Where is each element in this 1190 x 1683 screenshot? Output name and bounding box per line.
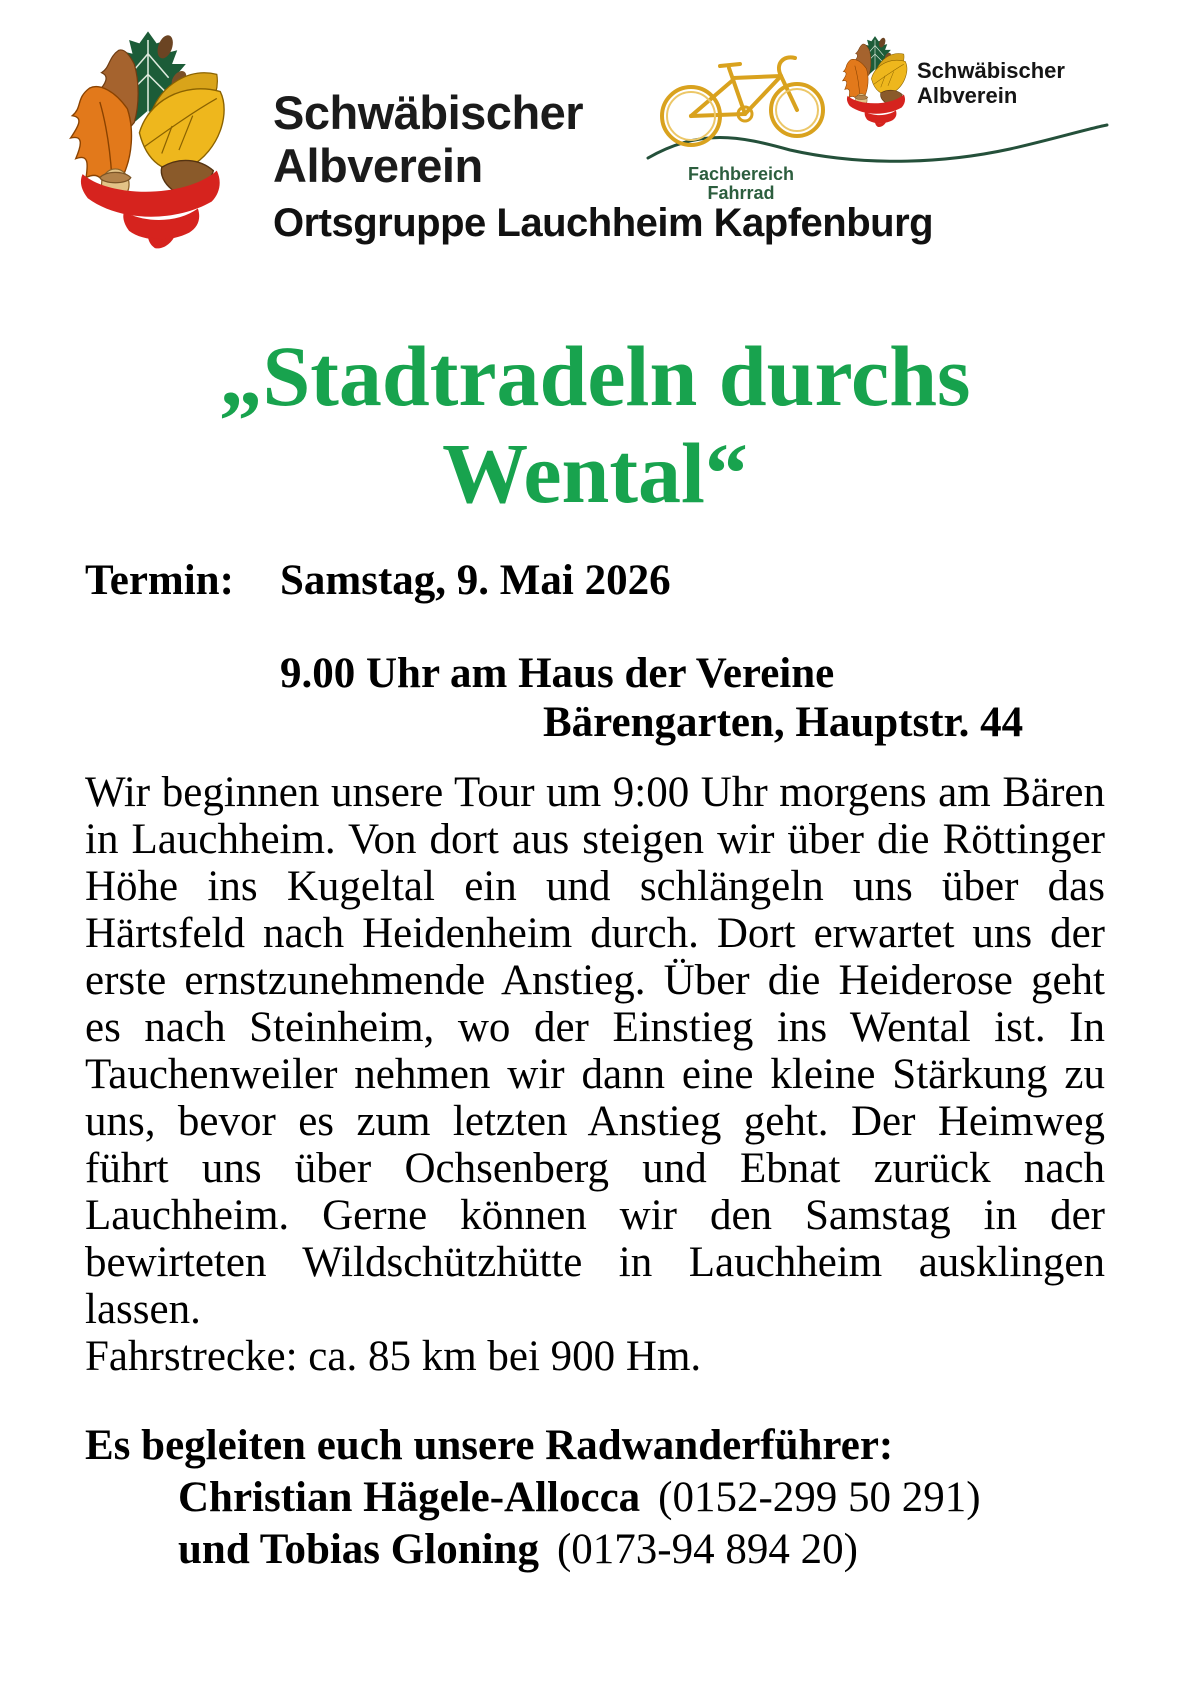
meeting-time: 9.00 Uhr am Haus der Vereine	[280, 650, 835, 697]
meeting-place: Bärengarten, Hauptstr. 44	[543, 699, 1024, 746]
leaders-section	[0, 1420, 1190, 1576]
page-title-line1: „Stadtradeln durchs	[219, 328, 971, 424]
leader-row	[178, 1472, 1190, 1524]
termin-label: Termin:	[85, 557, 234, 604]
leaders-heading: Es begleiten euch unsere Radwanderführer:	[85, 1422, 894, 1469]
org-name-line1: Schwäbischer	[273, 86, 584, 139]
meeting-block	[0, 649, 1190, 747]
page-title	[0, 328, 1190, 522]
distance-info: Fahrstrecke: ca. 85 km bei 900 Hm.	[85, 1333, 702, 1380]
tour-description: Wir beginnen unsere Tour um 9:00 Uhr morgens am Bären in Lauchheim. Von dort aus steigen wir über die Röttinger Höhe ins Kugeltal ein und schlängeln uns über das Härtsfeld nach Heidenheim durch. Dort erwartet uns der erste ernstzunehmende Anstieg. Über die Heiderose geht es nach Steinheim, wo der Einstieg ins Wental ist. In Tauchenweiler nehmen wir dann eine kleine Stärkung zu uns, bevor es zum letzten Anstieg geht. Der Heimweg führt uns über Ochsenberg und Ebnat zurück nach Lauchheim. Gerne können wir den Samstag in der bewirteten Wildschützhütte in Lauchheim ausklingen lassen.	[85, 769, 1105, 1333]
termin-date: Samstag, 9. Mai 2026	[280, 557, 671, 604]
leader-phone: (0173-94 894 20)	[556, 1526, 858, 1573]
albverein-logo-icon	[62, 26, 234, 250]
mini-org-line2: Albverein	[917, 83, 1018, 108]
leader-phone: (0152-299 50 291)	[658, 1474, 981, 1521]
page-title-line2: Wental“	[442, 425, 748, 521]
leader-name: Christian Hägele-Allocca	[178, 1474, 641, 1521]
org-subtitle: Ortsgruppe Lauchheim Kapfenburg	[273, 201, 934, 245]
termin-row	[0, 556, 1190, 605]
leader-name: und Tobias Gloning	[178, 1526, 539, 1573]
dept-label-line2: Fahrrad	[707, 183, 775, 202]
dept-label-line1: Fachbereich	[687, 164, 795, 184]
albverein-mini-logo-icon	[843, 36, 907, 127]
org-name-line2: Albverein	[273, 139, 483, 192]
leader-row	[178, 1524, 1190, 1576]
fachbereich-fahrrad-logo	[645, 30, 1110, 202]
mini-org-line1: Schwäbischer	[917, 58, 1065, 83]
header	[0, 0, 1190, 250]
